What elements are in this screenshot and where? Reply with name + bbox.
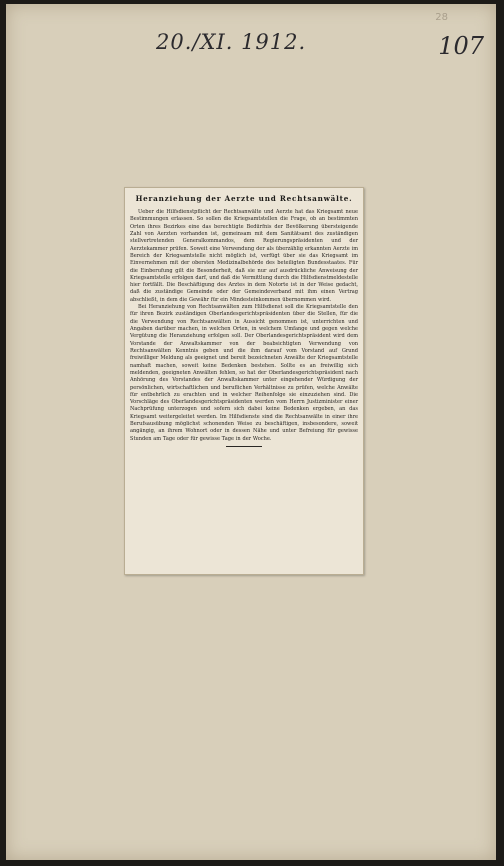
clipping-end-rule xyxy=(226,446,262,447)
newspaper-clipping xyxy=(124,187,364,575)
pencil-corner-note: 28 xyxy=(435,12,448,23)
archive-sheet xyxy=(6,4,496,860)
handwritten-folio-number: 107 xyxy=(438,32,484,60)
clipping-title: Heranziehung der Aerzte und Rechtsanwälte. xyxy=(135,194,353,203)
handwritten-date: 20./XI. 1912. xyxy=(156,30,307,54)
clipping-paragraph-doctors: Ueber die Hilfsdienstpflicht der Rechtsanwälte und Aerzte hat das Kriegsamt neue Bestimmungen erlassen. So sollen die Kriegsamtstellen die Frage, ob an bestimmten Orten ihres Bezirkes eine das berechtigte Bedürfnis der Bevölkerung übersteigende Zahl von Aerzten vorhanden ist, gemeinsam mit dem Sanitätsamt des zuständigen stellvertretenden Generalkommandos, dem Regierungspräsidenten und der Aerztekammer prüfen. Soweit eine Verwendung der als überzählig erkannten Aerzte im Bereich der Kriegsamtstelle nicht möglich ist, verfügt über sie das Kriegsamt im Einvernehmen mit der obersten Medizinalbehörde des beteiligten Bundesstaates. Für die Einberufung gilt die Besonderheit, daß sie nur auf ausdrückliche Anweisung der Kriegsamtstelle erfolgen darf, und daß die Vermittlung durch die Hilfsdienstmeldestelle hier fortfällt. Die Beschäftigung des Arztes in dem Notorte ist in der Weise gedacht, daß die zuständige Gemeinde oder der Gemeindeverband mit ihm einen Vertrag abschließt, in dem die Gewähr für ein Mindesteinkommen übernommen wird. xyxy=(130,209,358,303)
clipping-paragraph-lawyers: Bei Heranziehung von Rechtsanwälten zum Hilfsdienst soll die Kriegsamtstelle den für ihren Bezirk zuständigen Oberlandesgerichtspräsidenten über die Stellen, für die die Verwendung von Rechtsanwälten in Aussicht genommen ist, unterrichten und Angaben darüber machen, in welchen Orten, in welchem Umfange und gegen welche Vergütung die Heranziehung erfolgen soll. Der Oberlandesgerichtspräsident wird dem Vorstande der Anwaltskammer von der beabsichtigten Verwendung von Rechtsanwälten Kenntnis geben und die ihm darauf vom Vorstand auf Grund freiwilliger Meldung als geeignet und bereit bezeichneten Anwälte der Kriegsamtstelle namhaft machen, soweit keine Bedenken bestehen. Sollte es an freiwillig sich meldenden, geeigneten Anwälten fehlen, so hat der Oberlandesgerichtspräsident nach Anhörung des Vorstandes der Anwaltskammer unter eingehender Würdigung der persönlichen, wirtschaftlichen und beruflichen Verhältnisse zu prüfen, welche Anwälte für entbehrlich zu erachten und in welcher Reihenfolge sie einzuziehen sind. Die Vorschläge des Oberlandesgerichtspräsidenten werden vom Herrn Justizminister einer Nachprüfung unterzogen und sofern sich dabei keine Bedenken ergeben, an das Kriegsamt weitergeleitet werden. Im Hilfsdienste sind die Rechtsanwälte in einer ihre Berufsausübung möglichst schonenden Weise zu beschäftigen, insbesondere, soweit angängig, an ihrem Wohnort oder in dessen Nähe und unter Befreiung für gewisse Stunden am Tage oder für gewisse Tage in der Woche. xyxy=(130,304,358,442)
